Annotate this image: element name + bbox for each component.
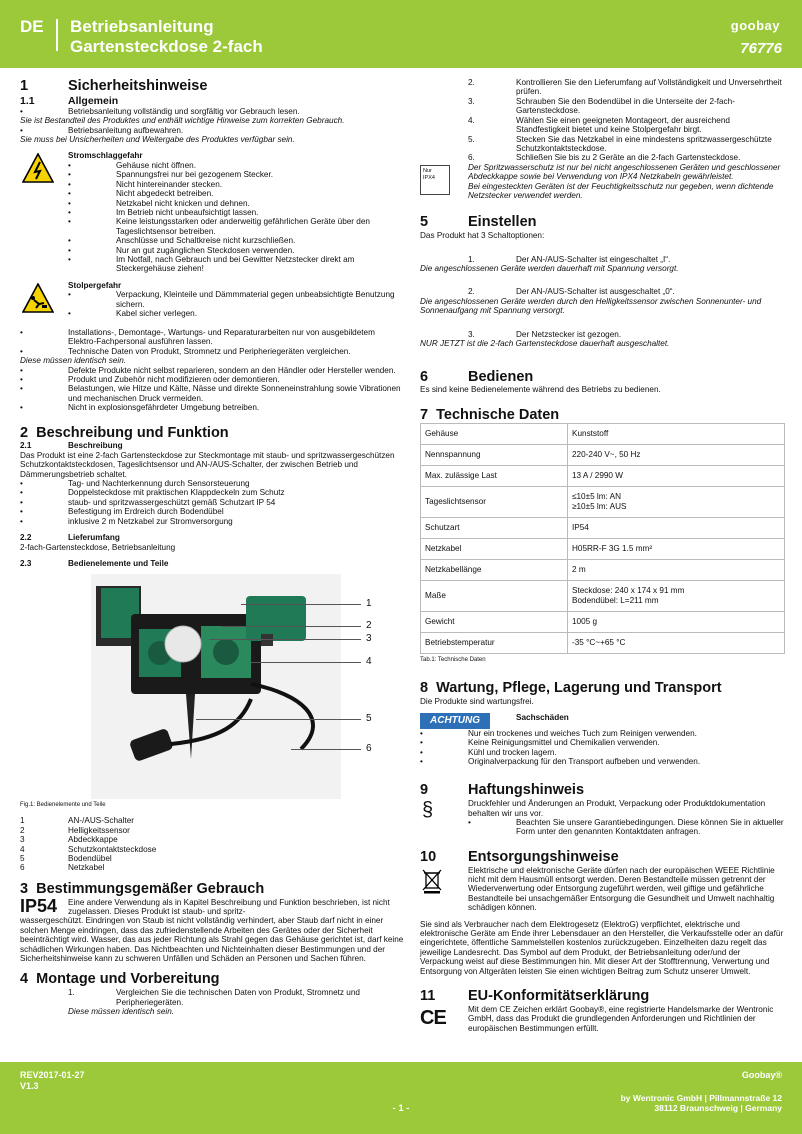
- list-item: • Originalverpackung für den Transport aufbeben und verwenden.: [420, 757, 785, 766]
- document-title: Betriebsanleitung: [70, 17, 214, 36]
- list-item: • Belastungen, wie Hitze und Kälte, Nässe und direkte Sonneneinstrahlung sowie Vibrationen und mechanischen Druck vermeiden.: [20, 384, 405, 403]
- language-code: DE: [20, 17, 44, 36]
- garden-socket-illustration: [91, 574, 341, 799]
- legend-row: 4 Schutzkontaktsteckdose: [20, 844, 157, 854]
- section-11-heading: 11 EU-Konformitätserklärung: [420, 988, 650, 1005]
- technical-data-table: [420, 423, 785, 654]
- section-2-3-heading: 2.3 Bedienelemente und Teile: [20, 559, 169, 569]
- list-item: • Nur an gut zugänglichen Steckdosen verwenden.: [68, 246, 405, 255]
- shock-warning-title: Stromschlaggefahr: [68, 151, 143, 161]
- legend-row: 2 Helligkeitssensor: [20, 825, 130, 835]
- callout-label: 2: [366, 620, 372, 632]
- option-note: Die angeschlossenen Geräte werden dauerhaft mit Spannung versorgt.: [420, 264, 679, 273]
- table-row: Gehäuse Kunststoff: [421, 424, 785, 445]
- section-2-1-heading: 2.1 Beschreibung: [20, 441, 123, 451]
- step-item: 2. Kontrollieren Sie den Lieferumfang auf Vollständigkeit und Unversehrtheit prüfen.: [468, 78, 782, 97]
- right-column: [420, 78, 785, 1033]
- section-7-heading: 7 Technische Daten: [420, 406, 560, 423]
- paragraph-icon: §: [422, 799, 434, 822]
- table-row: Nennspannung 220-240 V~, 50 Hz: [421, 445, 785, 466]
- list-item: • Keine Reinigungsmittel und Chemikalien verwenden.: [420, 738, 785, 747]
- disposal-text-2: Sie sind als Verbraucher nach dem Elektrogesetz (ElektroG) verpflichtet, elektrische und elektronische Geräte am Ende ihrer Lebensdauer an den Hersteller, die Verkaufsstelle oder an dafür eingerichtete, öffentliche Sammelstellen kostenlos zurückzugeben. Einzelheiten dazu regelt das jeweilige Landesrecht. Das Symbol auf dem Produkt, der Betriebsanleitung oder/und der Verpackung weist auf diese Bestimmungen hin. Mit dieser Art der Stofftrennung, Verwertung und Entsorgung von Altgeräten leisten Sie einen wichtigen Beitrag zum Schutz unserer Umwelt.: [420, 919, 784, 976]
- list-item: • Anschlüsse und Schaltkreise nicht kurzschließen.: [68, 236, 405, 245]
- identical-note: Diese müssen identisch sein.: [20, 356, 127, 366]
- section-1-heading: 1 Sicherheitshinweise: [20, 78, 208, 94]
- company-address: by Wentronic GmbH | Pillmannstraße 12 38112 Braunschweig | Germany: [620, 1093, 782, 1114]
- section-9-heading: 9 Haftungshinweis: [420, 782, 585, 799]
- feature-item: • Tag- und Nachterkennung durch Sensorsteuerung: [20, 479, 405, 488]
- step-item: 3. Schrauben Sie den Bodendübel in die Unterseite der 2-fach-Gartensteckdose.: [468, 96, 735, 116]
- operation-text: Es sind keine Bedienelemente während des Betriebs zu bedienen.: [420, 385, 661, 395]
- option-item: 3. Der Netzstecker ist gezogen.: [468, 329, 622, 339]
- callout-label: 6: [366, 743, 372, 755]
- header-divider: [56, 19, 58, 51]
- step-item: 4. Wählen Sie einen geeigneten Montageort, der ausreichend Standfestigkeit bietet und keine Stolpergefahr birgt.: [468, 115, 730, 135]
- list-item: • Nicht abgedeckt betreiben.: [68, 189, 405, 198]
- ip54-label: IP54: [20, 895, 58, 916]
- table-row: Tageslichtsensor ≤10±5 lm: AN ≥10±5 lm: AUS: [421, 487, 785, 518]
- feature-item: • Befestigung im Erdreich durch Bodendübel: [20, 507, 405, 516]
- conformity-text: CE Mit dem CE Zeichen erklärt Goobay®, eine registrierte Handelsmarke der Wentronic GmbH, dass das Produkt die grundlegenden Anforderungen und Richtlinien der europäischen Bestimmungen erfüllt.: [420, 1004, 774, 1033]
- figure-caption: Fig.1: Bedienelemente und Teile: [20, 802, 106, 809]
- step-item: 1. Vergleichen Sie die technischen Daten von Produkt, Stromnetz und Peripheriegeräten.: [68, 988, 360, 1007]
- trip-warning: [20, 281, 405, 321]
- section-5-heading: 5 Einstellen: [420, 214, 537, 231]
- splash-note: Nur IPX4 Der Spritzwasserschutz ist nur bei nicht angeschlossenen Geräten und geschlossener Abdeckkappe sowie bei Verwendung von IPX4 Netzkabeln gewährleistet. Bei eingesteckten Geräten ist der Feuchtigkeitsschutz nur gegeben, wenn dichtende Netzstecker verwendet werden.: [420, 163, 785, 201]
- page-number: - 1 -: [392, 1103, 410, 1114]
- shock-warning-list: [68, 161, 405, 274]
- parts-legend: [20, 816, 405, 873]
- table-row: Gewicht 1005 g: [421, 612, 785, 633]
- safety-general-2-note: Sie muss bei Unsicherheiten und Weitergabe des Produktes verfügbar sein.: [20, 135, 295, 144]
- intended-use-text-continued: wassergeschützt. Eindringen von Staub ist nicht vollständig verhindert, aber Staub darf nicht in einer solchen Menge eindringen, dass das zufriedenstellende Arbeiten des Gerätes oder der Sicherheit beeinträchtigt wird. Wasser, das aus jeder Richtung als Strahl gegen das Gehäuse gerichtet ist, darf keine schädlichen Wirkungen haben. Das Nichtbeachten und Nichteinhalten dieser Bestimmungen und der Sicherheitshinweise kann zu schweren Unfällen und Schäden an Personen und Sachen führen.: [20, 916, 404, 964]
- list-item: • Netzkabel nicht knicken und dehnen.: [68, 199, 405, 208]
- list-item: • Im Notfall, nach Gebrauch und bei Gewitter Netzstecker direkt am Steckergehäuse ziehen!: [68, 255, 405, 274]
- feature-item: • inklusive 2 m Netzkabel zur Stromversorgung: [20, 517, 405, 526]
- list-item: • Im Betrieb nicht unbeaufsichtigt lassen.: [68, 208, 405, 217]
- left-column: [20, 78, 405, 1016]
- feature-item: • staub- und spritzwassergeschützt gemäß Schutzart IP 54: [20, 498, 405, 507]
- product-figure: [91, 574, 416, 799]
- list-item: • Kühl und trocken lagern.: [420, 748, 785, 757]
- damage-warning: [420, 713, 785, 729]
- legend-row: 1 AN-/AUS-Schalter: [20, 816, 134, 826]
- product-title: Gartensteckdose 2-fach: [70, 37, 263, 56]
- section-6-heading: 6 Bedienen: [420, 368, 534, 385]
- electric-shock-warning-icon: [22, 153, 54, 183]
- list-item: • Produkt und Zubehör nicht modifizieren oder demontieren.: [20, 375, 405, 384]
- list-item: • Gehäuse nicht öffnen.: [68, 161, 405, 170]
- maintenance-intro: Die Produkte sind wartungsfrei.: [420, 696, 534, 706]
- section-8-heading: 8 Wartung, Pflege, Lagerung und Transport: [420, 680, 722, 697]
- table-row: Betriebstemperatur -35 °C~+65 °C: [421, 633, 785, 654]
- section-2-2-heading: 2.2 Lieferumfang: [20, 533, 120, 543]
- callout-label: 4: [366, 656, 372, 668]
- table-caption: Tab.1: Technische Daten: [420, 657, 486, 664]
- section-2-heading: 2 Beschreibung und Funktion: [20, 424, 229, 441]
- achtung-badge: ACHTUNG: [420, 713, 490, 729]
- scope-of-delivery: 2-fach-Gartensteckdose, Betriebsanleitung: [20, 542, 176, 552]
- list-item: • Nicht hintereinander stecken.: [68, 180, 405, 189]
- section-3-heading: 3 Bestimmungsgemäßer Gebrauch: [20, 880, 265, 897]
- option-item: 2. Der AN-/AUS-Schalter ist ausgeschaltet „0“.: [468, 287, 675, 297]
- legend-row: 5 Bodendübel: [20, 854, 112, 864]
- disposal-text: Elektrische und elektronische Geräte dürfen nach der europäischen WEEE Richtlinie nicht mit dem Hausmüll entsorgt werden. Deren Bestandteile müssen getrennt der Wiederverwertung oder Entsorgung zugeführt werden, weil giftige und gefährliche Bestandteile bei unsachgemäßer Entsorgung die Gesundheit und Umwelt nachhaltig schädigen können.: [420, 866, 785, 913]
- list-item: • Defekte Produkte nicht selbst reparieren, sondern an den Händler oder Hersteller wenden.: [20, 366, 405, 375]
- trip-warning-title: Stolpergefahr: [68, 280, 122, 290]
- option-note: Die angeschlossenen Geräte werden durch den Helligkeitssensor zwischen Sonnenunter- und Sonnenaufgang mit Spannung versorgt.: [420, 296, 762, 316]
- callout-label: 5: [366, 713, 372, 725]
- damage-warning-title: Sachschäden: [516, 713, 569, 723]
- table-row: Max. zulässige Last 13 A / 2990 W: [421, 466, 785, 487]
- safety-general-1: • Betriebsanleitung vollständig und sorgfältig vor Gebrauch lesen.: [20, 107, 405, 116]
- step-item: 6. Schließen Sie bis zu 2 Geräte an die 2-fach Gartensteckdose.: [468, 153, 741, 163]
- section-4-heading: 4 Montage und Vorbereitung: [20, 971, 220, 988]
- list-item: • Beachten Sie unsere Garantiebedingungen. Diese können Sie in aktueller Form unter den genannten Kontaktdaten anfragen.: [468, 818, 785, 837]
- list-item: • Nur ein trockenes und weiches Tuch zum Reinigen verwenden.: [420, 729, 785, 738]
- section-10-heading: 10 Entsorgungshinweise: [420, 848, 619, 865]
- list-item: • Verpackung, Kleinteile und Dämmmaterial gegen unbeabsichtigte Benutzung sichern.: [68, 290, 405, 309]
- trip-hazard-warning-icon: [22, 283, 54, 313]
- option-note: NUR JETZT ist die 2-fach Gartensteckdose dauerhaft ausgeschaltet.: [420, 339, 670, 349]
- callout-label: 1: [366, 598, 372, 610]
- revision-info: REV2017-01-27 V1.3: [20, 1070, 85, 1091]
- product-description: Das Produkt ist eine 2-fach Gartensteckdose zur Steckmontage mit staub- und spritzwassergeschützen Schutzkontaktsteckdosen, Tageslichtsensor und AN-/AUS-Schalter, der zwischen Betrieb und Dämmerungsbetrieb schaltet.: [20, 450, 395, 479]
- safety-general-2: • Betriebsanleitung aufbewahren.: [20, 126, 405, 135]
- ce-mark-icon: CE: [420, 1006, 446, 1029]
- list-item: • Spannungsfrei nur bei gezogenem Stecker.: [68, 170, 405, 179]
- option-item: 1. Der AN-/AUS-Schalter ist eingeschaltet „I“.: [468, 254, 671, 264]
- intended-use-text: IP54 Eine andere Verwendung als in Kapitel Beschreibung und Funktion beschrieben, ist nicht zugelassen. Dieses Produkt ist staub- und spritz-: [20, 895, 390, 916]
- list-item: • Nicht in explosionsgefährdeter Umgebung betreiben.: [20, 403, 405, 412]
- header-bar: [0, 0, 802, 68]
- section-1-1-heading: 1.1 Allgemein: [20, 94, 119, 107]
- list-item: • Technische Daten von Produkt, Stromnetz und Peripheriegeräten vergleichen.: [20, 347, 405, 356]
- safety-general-1-note: Sie ist Bestandteil des Produktes und enthält wichtige Hinweise zum korrekten Gebrauch.: [20, 116, 345, 126]
- footer-brand: Goobay®: [741, 1070, 782, 1080]
- step-item: 5. Stecken Sie das Netzkabel in eine mindestens spritzwassergeschützte Schutzkontaktsteckdose.: [468, 134, 772, 153]
- step-note: Diese müssen identisch sein.: [68, 1007, 175, 1016]
- article-number: 76776: [740, 40, 782, 57]
- weee-bin-icon: [422, 868, 442, 894]
- list-item: • Keine leistungsstarken oder anderweitig gefährlichen Geräte über den Tageslichtsensor betreiben.: [68, 217, 405, 236]
- list-item: • Installations-, Demontage-, Wartungs- und Reparaturarbeiten nur von ausgebildetem Elektro-Fachpersonal ausführen lassen.: [20, 328, 405, 347]
- table-row: Netzkabellänge 2 m: [421, 560, 785, 581]
- ipx4-cable-icon: Nur IPX4: [420, 165, 450, 195]
- table-row: Netzkabel H05RR-F 3G 1.5 mm²: [421, 539, 785, 560]
- table-row: Maße Steckdose: 240 x 174 x 91 mm Bodendübel: L=211 mm: [421, 581, 785, 612]
- callout-label: 3: [366, 633, 372, 645]
- shock-warning: [20, 151, 405, 273]
- liability-text: § Druckfehler und Änderungen an Produkt, Verpackung oder Produktdokumentation behalten wir uns vor. • Beachten Sie unsere Garantiebedingungen. Diese können Sie in aktueller Form unter den genannten Kontaktdaten anfragen.: [420, 799, 785, 837]
- table-row: Schutzart IP54: [421, 518, 785, 539]
- footer-bar: [0, 1062, 802, 1134]
- legend-row: 6 Netzkabel: [20, 863, 105, 873]
- legend-row: 3 Abdeckkappe: [20, 835, 118, 845]
- settings-intro: Das Produkt hat 3 Schaltoptionen:: [420, 231, 545, 241]
- list-item: • Kabel sicher verlegen.: [68, 309, 405, 318]
- feature-item: • Doppelsteckdose mit praktischen Klappdeckeln zum Schutz: [20, 488, 405, 497]
- goobay-logo: goobay: [730, 18, 780, 33]
